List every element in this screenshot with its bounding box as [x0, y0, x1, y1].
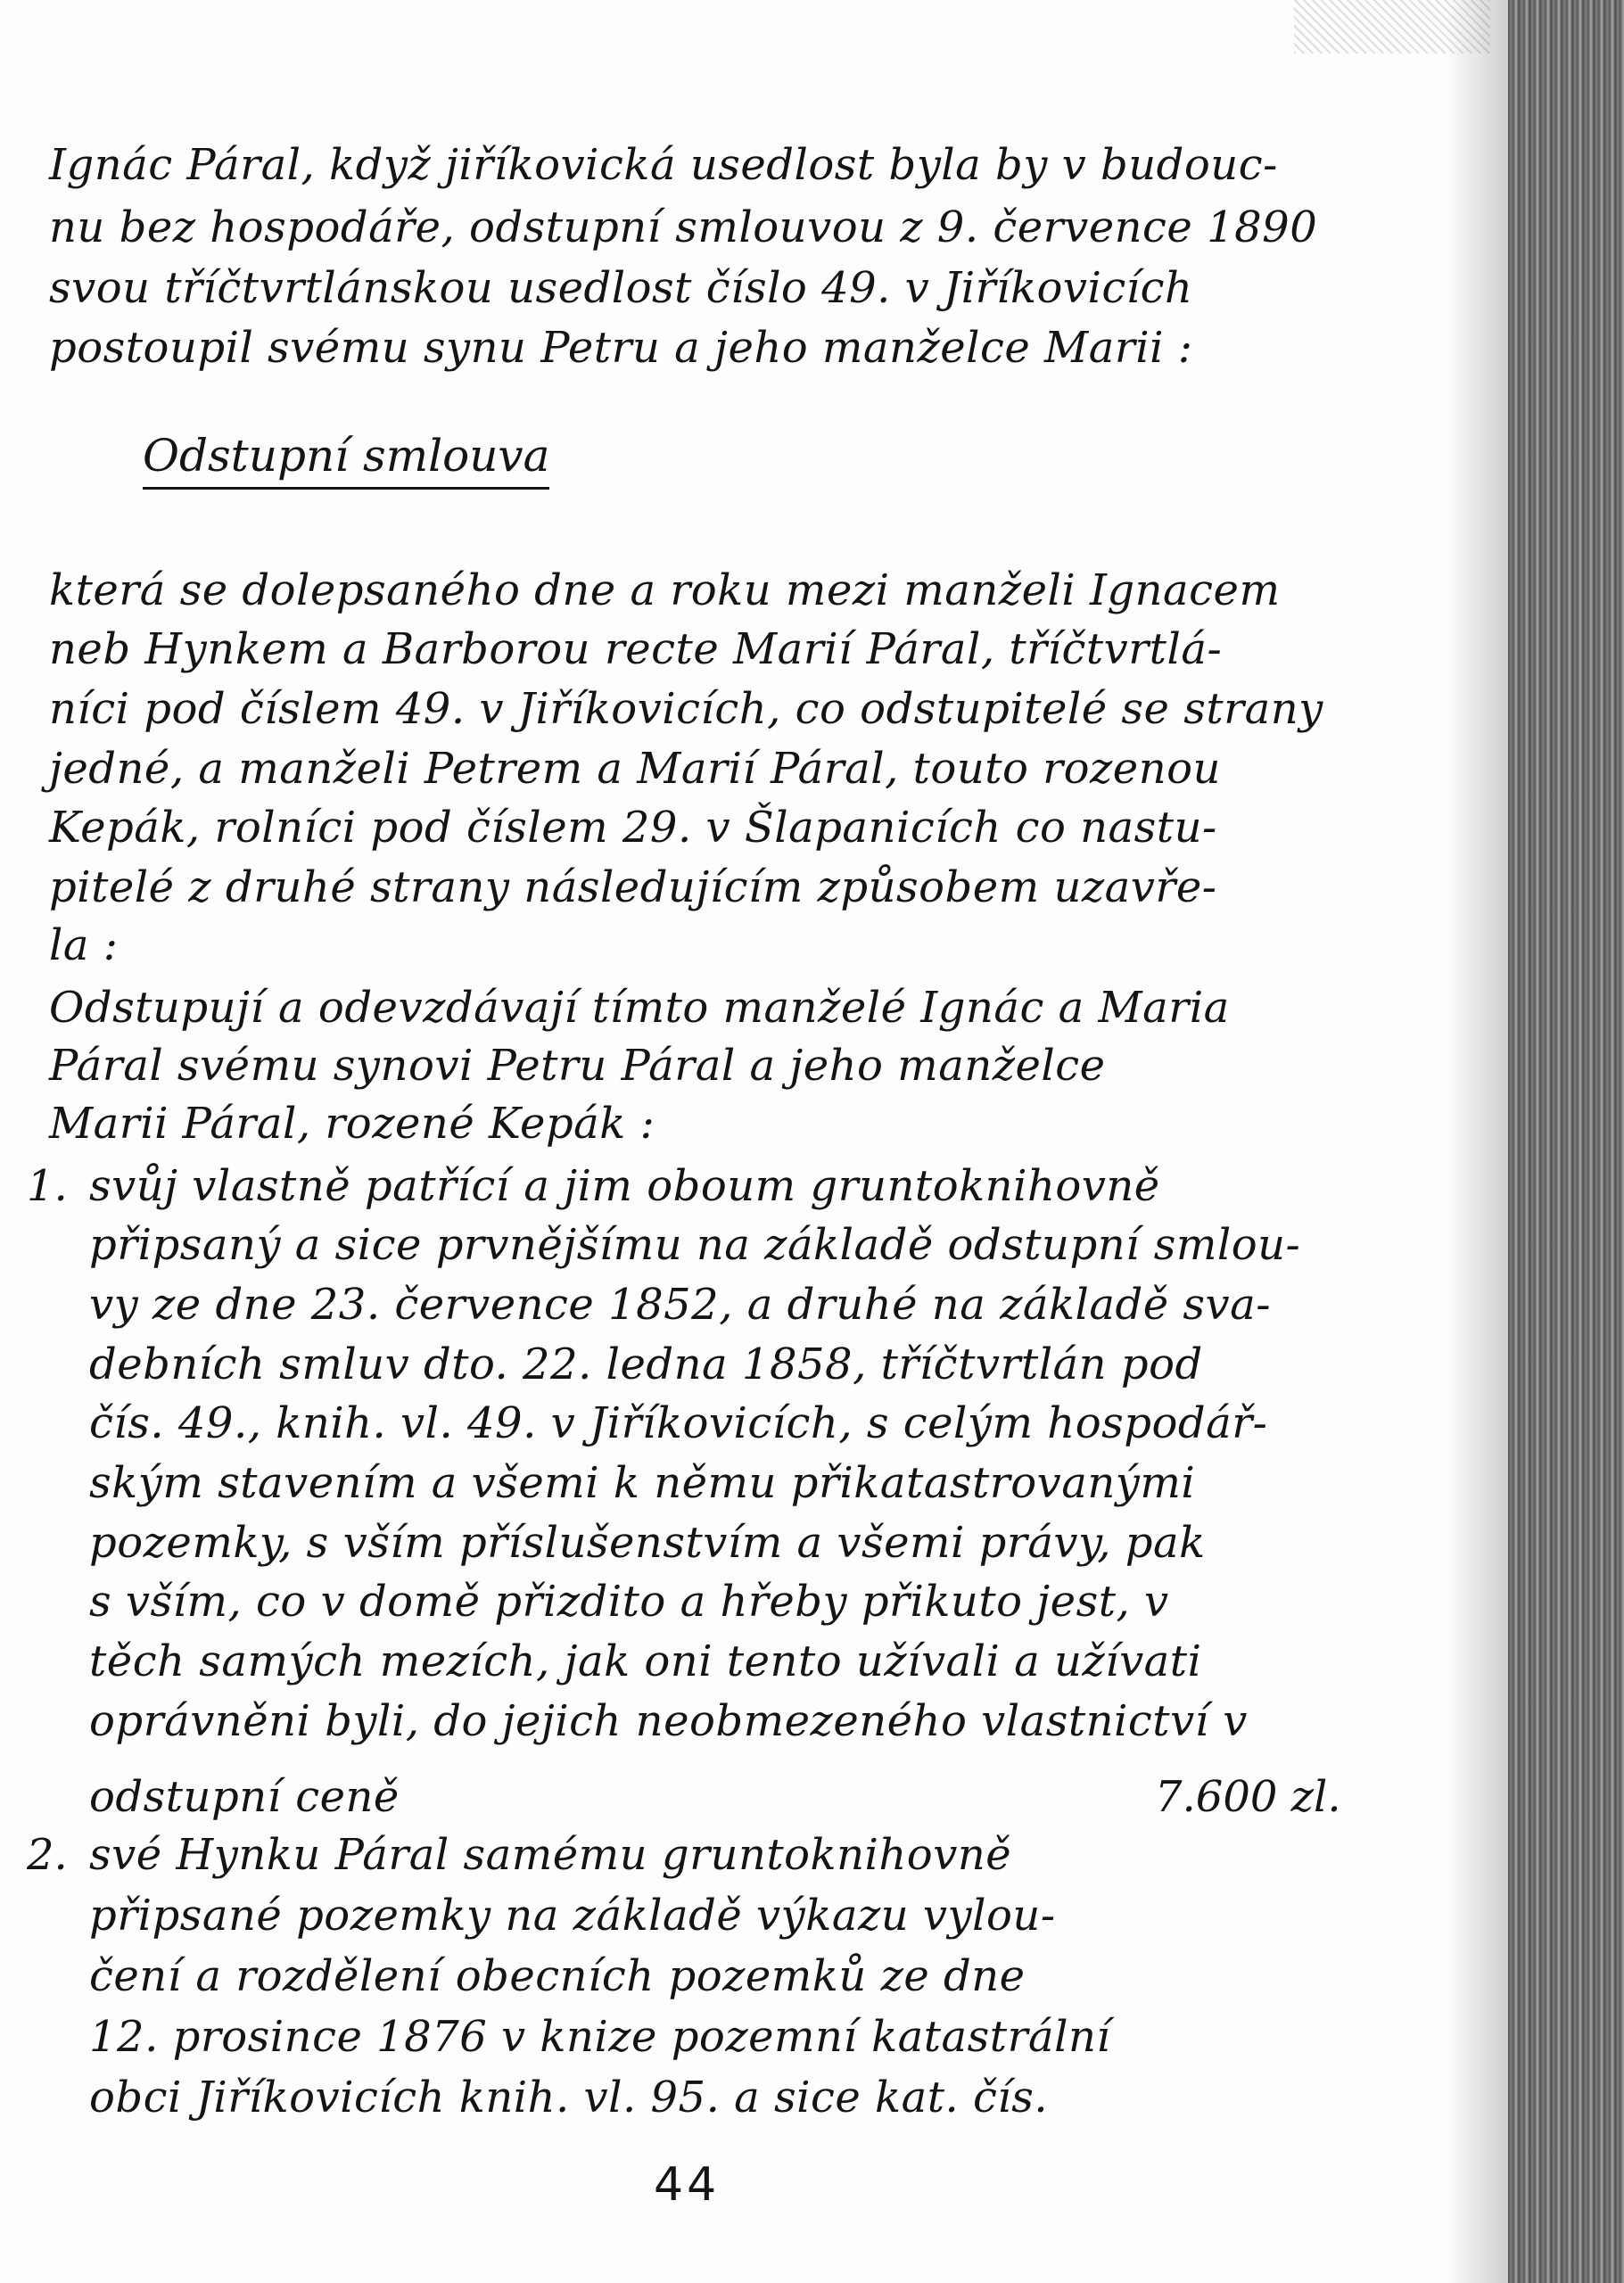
item-number: 2. — [27, 1830, 68, 1880]
preamble-line: níci pod číslem 49. v Jiříkovicích, co odstupitelé se strany — [49, 684, 1323, 734]
intro-line: postoupil svému synu Petru a jeho manželce Marii : — [49, 323, 1193, 373]
transfer-line: Marii Páral, rozené Kepák : — [49, 1099, 655, 1149]
item1-line: vy ze dne 23. července 1852, a druhé na základě sva- — [89, 1280, 1271, 1330]
preamble-line: pitelé z druhé strany následujícím způsobem uzavře- — [49, 862, 1217, 912]
preamble-line: la : — [49, 920, 119, 970]
item2-line: připsané pozemky na základě výkazu vylou- — [89, 1891, 1056, 1941]
scan-edge-fade — [1446, 0, 1508, 2283]
preamble-line: Kepák, rolníci pod číslem 29. v Šlapanicích co nastu- — [49, 803, 1217, 853]
item1-line: připsaný a sice prvnějšímu na základě odstupní smlou- — [89, 1220, 1301, 1270]
item2-line: 12. prosince 1876 v knize pozemní katastrální — [89, 2012, 1111, 2062]
item1-line: s vším, co v domě přizdito a hřeby přikuto jest, v — [89, 1577, 1169, 1627]
item1-line: těch samých mezích, jak oni tento užívali a užívati — [89, 1636, 1202, 1686]
intro-line: nu bez hospodáře, odstupní smlouvou z 9. července 1890 — [49, 202, 1318, 252]
transfer-line: Odstupují a odevzdávají tímto manželé Ignác a Maria — [49, 983, 1230, 1033]
document-title: Odstupní smlouva — [143, 426, 549, 490]
intro-line: Ignác Páral, když jiříkovická usedlost byla by v budouc- — [49, 140, 1278, 190]
item2-line: čení a rozdělení obecních pozemků ze dne — [89, 1951, 1026, 2001]
scan-edge-shadow — [1508, 0, 1624, 2283]
item1-line: oprávněni byli, do jejich neobmezeného vlastnictví v — [89, 1696, 1248, 1746]
item1-line: čís. 49., knih. vl. 49. v Jiříkovicích, s celým hospodář- — [89, 1398, 1268, 1448]
item2-line: své Hynku Páral samému gruntoknihovně — [89, 1830, 1012, 1880]
item1-line: odstupní ceně — [89, 1772, 400, 1822]
transfer-line: Páral svému synovi Petru Páral a jeho manželce — [49, 1041, 1106, 1091]
price-amount: 7.600 zl. — [1155, 1772, 1341, 1822]
item1-line: pozemky, s vším příslušenstvím a všemi právy, pak — [89, 1518, 1206, 1568]
item1-line: ským stavením a všemi k němu přikatastrovanými — [89, 1458, 1196, 1508]
item2-line: obci Jiříkovicích knih. vl. 95. a sice kat. čís. — [89, 2073, 1049, 2122]
scan-noise — [1294, 0, 1490, 54]
item1-line: svůj vlastně patřící a jim oboum gruntoknihovně — [89, 1161, 1160, 1211]
intro-line: svou tříčtvrtlánskou usedlost číslo 49. v Jiříkovicích — [49, 263, 1193, 313]
item1-line: debních smluv dto. 22. ledna 1858, tříčtvrtlán pod — [89, 1339, 1203, 1389]
item-number: 1. — [27, 1161, 68, 1211]
preamble-line: která se dolepsaného dne a roku mezi manželi Ignacem — [49, 565, 1281, 615]
preamble-line: neb Hynkem a Barborou recte Marií Páral, tříčtvrtlá- — [49, 624, 1223, 674]
preamble-line: jedné, a manželi Petrem a Marií Páral, touto rozenou — [49, 744, 1221, 794]
page-number: 44 — [654, 2158, 721, 2212]
